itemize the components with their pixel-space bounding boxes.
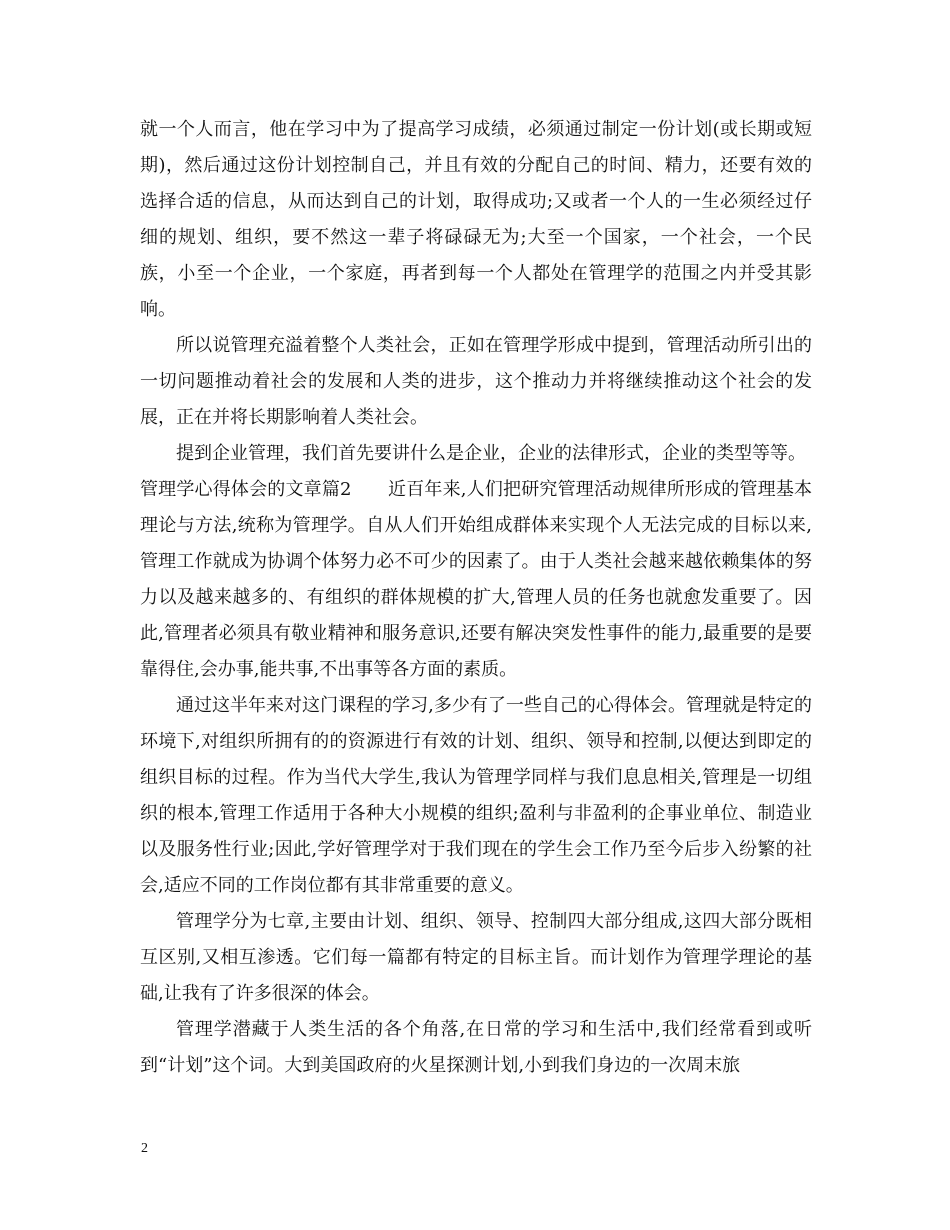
paragraph: 就一个人而言，他在学习中为了提高学习成绩，必须通过制定一份计划(或长期或短期)，然后通过这份计划控制自己，并且有效的分配自己的时间、精力，还要有效的选择合适的信息，从而达到自己的计划，取得成功;又或者一个人的一生必须经过仔细的规划、组织，要不然这一辈子将碌碌无为;大至一个国家，一个社会，一个民族，小至一个企业，一个家庭，再者到每一个人都处在管理学的范围之内并受其影响。 — [140, 119, 812, 320]
paragraph: 通过这半年来对这门课程的学习,多少有了一些自己的心得体会。管理就是特定的环境下,对组织所拥有的的资源进行有效的计划、组织、领导和控制,以便达到即定的组织目标的过程。作为当代大学生,我认为管理学同样与我们息息相关,管理是一切组织的根本,管理工作适用于各种大小规模的组织;盈利与非盈利的企事业单位、制造业以及服务性行业;因此,学好管理学对于我们现在的学生会工作乃至今后步入纷繁的社会,适应不同的工作岗位都有其非常重要的意义。 — [140, 695, 812, 896]
paragraph: 管理学心得体会的文章篇2 近百年来,人们把研究管理活动规律所形成的管理基本理论与方法,统称为管理学。自从人们开始组成群体来实现个人无法完成的目标以来,管理工作就成为协调个体努力必不可少的因素了。由于人类社会越来越依赖集体的努力以及越来越多的、有组织的群体规模的扩大,管理人员的任务也就愈发重要了。因此,管理者必须具有敬业精神和服务意识,还要有解决突发性事件的能力,最重要的是要靠得住,会办事,能共事,不出事等各方面的素质。 — [140, 479, 812, 680]
paragraph: 所以说管理充溢着整个人类社会，正如在管理学形成中提到，管理活动所引出的一切问题推动着社会的发展和人类的进步，这个推动力并将继续推动这个社会的发展，正在并将长期影响着人类社会。 — [140, 335, 812, 428]
document-body — [140, 112, 812, 1084]
paragraph: 管理学潜藏于人类生活的各个角落,在日常的学习和生活中,我们经常看到或听到“计划”这个词。大到美国政府的火星探测计划,小到我们身边的一次周末旅 — [140, 1019, 812, 1076]
paragraph: 提到企业管理，我们首先要讲什么是企业，企业的法律形式，企业的类型等等。 — [176, 443, 806, 464]
paragraph: 管理学分为七章,主要由计划、组织、领导、控制四大部分组成,这四大部分既相互区别,又相互渗透。它们每一篇都有特定的目标主旨。而计划作为管理学理论的基础,让我有了许多很深的体会。 — [140, 911, 812, 1004]
page-number: 2 — [141, 1141, 148, 1156]
